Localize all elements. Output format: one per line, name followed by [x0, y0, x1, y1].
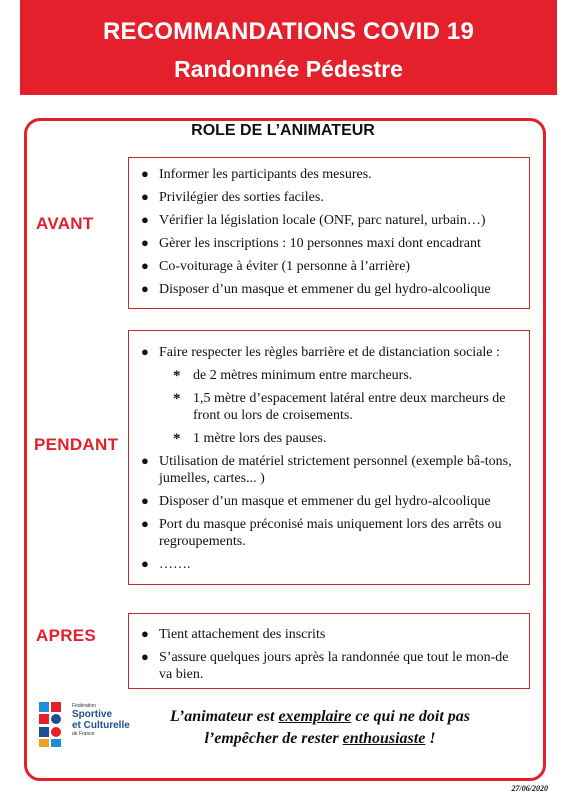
bullet-icon: ●	[141, 235, 149, 250]
list-item	[135, 166, 523, 183]
list-item-text: Faire respecter les règles barrière et de distanciation sociale :	[159, 345, 500, 360]
logo-line4: de France	[72, 731, 95, 737]
logo-text	[72, 703, 130, 737]
list-item-text: Co-voiturage à éviter (1 personne à l’arrière)	[159, 259, 411, 274]
sub-list-item-text: 1,5 mètre d’espacement latéral entre deux marcheurs de front ou lors de croisements.	[193, 391, 506, 423]
bullet-icon: ●	[141, 258, 149, 273]
asterisk-icon: *	[173, 391, 181, 407]
asterisk-icon: *	[173, 368, 181, 384]
motto-emphasis-2: enthousiaste	[342, 730, 426, 747]
bullet-icon: ●	[141, 516, 149, 531]
list-item	[135, 258, 523, 275]
list-item-text: Tient attachement des inscrits	[159, 627, 326, 642]
list-item	[135, 453, 523, 487]
list-item-text: Port du masque préconisé mais uniquement lors des arrêts ou regroupements.	[159, 517, 502, 549]
bullet-icon: ●	[141, 212, 149, 227]
list-item	[135, 344, 523, 361]
bullet-icon: ●	[141, 626, 149, 641]
header-banner	[20, 0, 557, 95]
logo-line3: et Culturelle	[72, 720, 130, 731]
motto-text-1: L’animateur est	[170, 708, 279, 725]
bullet-icon: ●	[141, 166, 149, 181]
sub-list-item	[135, 430, 523, 447]
list-item-text: Privilégier des sorties faciles.	[159, 190, 324, 205]
bullet-icon: ●	[141, 649, 149, 664]
list-item	[135, 189, 523, 206]
section-label-apres: APRES	[36, 626, 97, 645]
bullet-icon: ●	[141, 189, 149, 204]
fscf-logo-icon	[37, 700, 71, 750]
role-title: ROLE DE L’ANIMATEUR	[191, 122, 375, 139]
apres-list	[135, 626, 523, 683]
avant-list	[135, 166, 523, 298]
apres-box	[128, 613, 530, 689]
sub-list-item-text: 1 mètre lors des pauses.	[193, 431, 327, 446]
pendant-list	[135, 344, 523, 361]
sub-list-item	[135, 390, 523, 424]
date-stamp: 27/06/2020	[511, 784, 548, 793]
list-item-text: Gèrer les inscriptions : 10 personnes maxi dont encadrant	[159, 236, 481, 251]
avant-box	[128, 157, 530, 309]
list-item-text: Informer les participants des mesures.	[159, 167, 372, 182]
list-item	[135, 235, 523, 252]
pendant-box	[128, 330, 530, 585]
list-item-text: S’assure quelques jours après la randonnée que tout le mon-de va bien.	[159, 650, 509, 682]
list-item	[135, 281, 523, 298]
section-label-avant: AVANT	[36, 214, 94, 233]
list-item	[135, 493, 523, 510]
list-item	[135, 516, 523, 550]
bullet-icon: ●	[141, 493, 149, 508]
list-item	[135, 212, 523, 229]
logo-line1: Fédération	[72, 703, 96, 709]
sub-list-item	[135, 367, 523, 384]
section-label-pendant: PENDANT	[34, 435, 119, 454]
bullet-icon: ●	[141, 281, 149, 296]
motto	[150, 706, 490, 750]
list-item-text: Vérifier la législation locale (ONF, parc naturel, urbain…)	[159, 213, 486, 228]
motto-emphasis-1: exemplaire	[278, 708, 352, 725]
page-subtitle: Randonnée Pédestre	[174, 56, 403, 82]
pendant-list-more	[135, 453, 523, 573]
pendant-sublist	[135, 367, 523, 447]
bullet-icon: ●	[141, 344, 149, 359]
list-item	[135, 556, 523, 573]
logo-line2: Sportive	[72, 709, 113, 720]
page-title: RECOMMANDATIONS COVID 19	[102, 18, 475, 45]
list-item-text: Disposer d’un masque et emmener du gel hydro-alcoolique	[159, 494, 491, 509]
list-item-text: Disposer d’un masque et emmener du gel hydro-alcoolique	[159, 282, 491, 297]
motto-text-3: !	[425, 730, 436, 747]
bullet-icon: ●	[141, 556, 149, 571]
sub-list-item-text: de 2 mètres minimum entre marcheurs.	[193, 368, 413, 383]
bullet-icon: ●	[141, 453, 149, 468]
list-item-text: Utilisation de matériel strictement personnel (exemple bâ-tons, jumelles, cartes... )	[159, 454, 512, 486]
list-item-text: …….	[159, 557, 191, 572]
list-item	[135, 649, 523, 683]
list-item	[135, 626, 523, 643]
asterisk-icon: *	[173, 431, 181, 447]
motto-text-2: ce qui ne doit pas l’empêcher de rester	[204, 708, 470, 747]
